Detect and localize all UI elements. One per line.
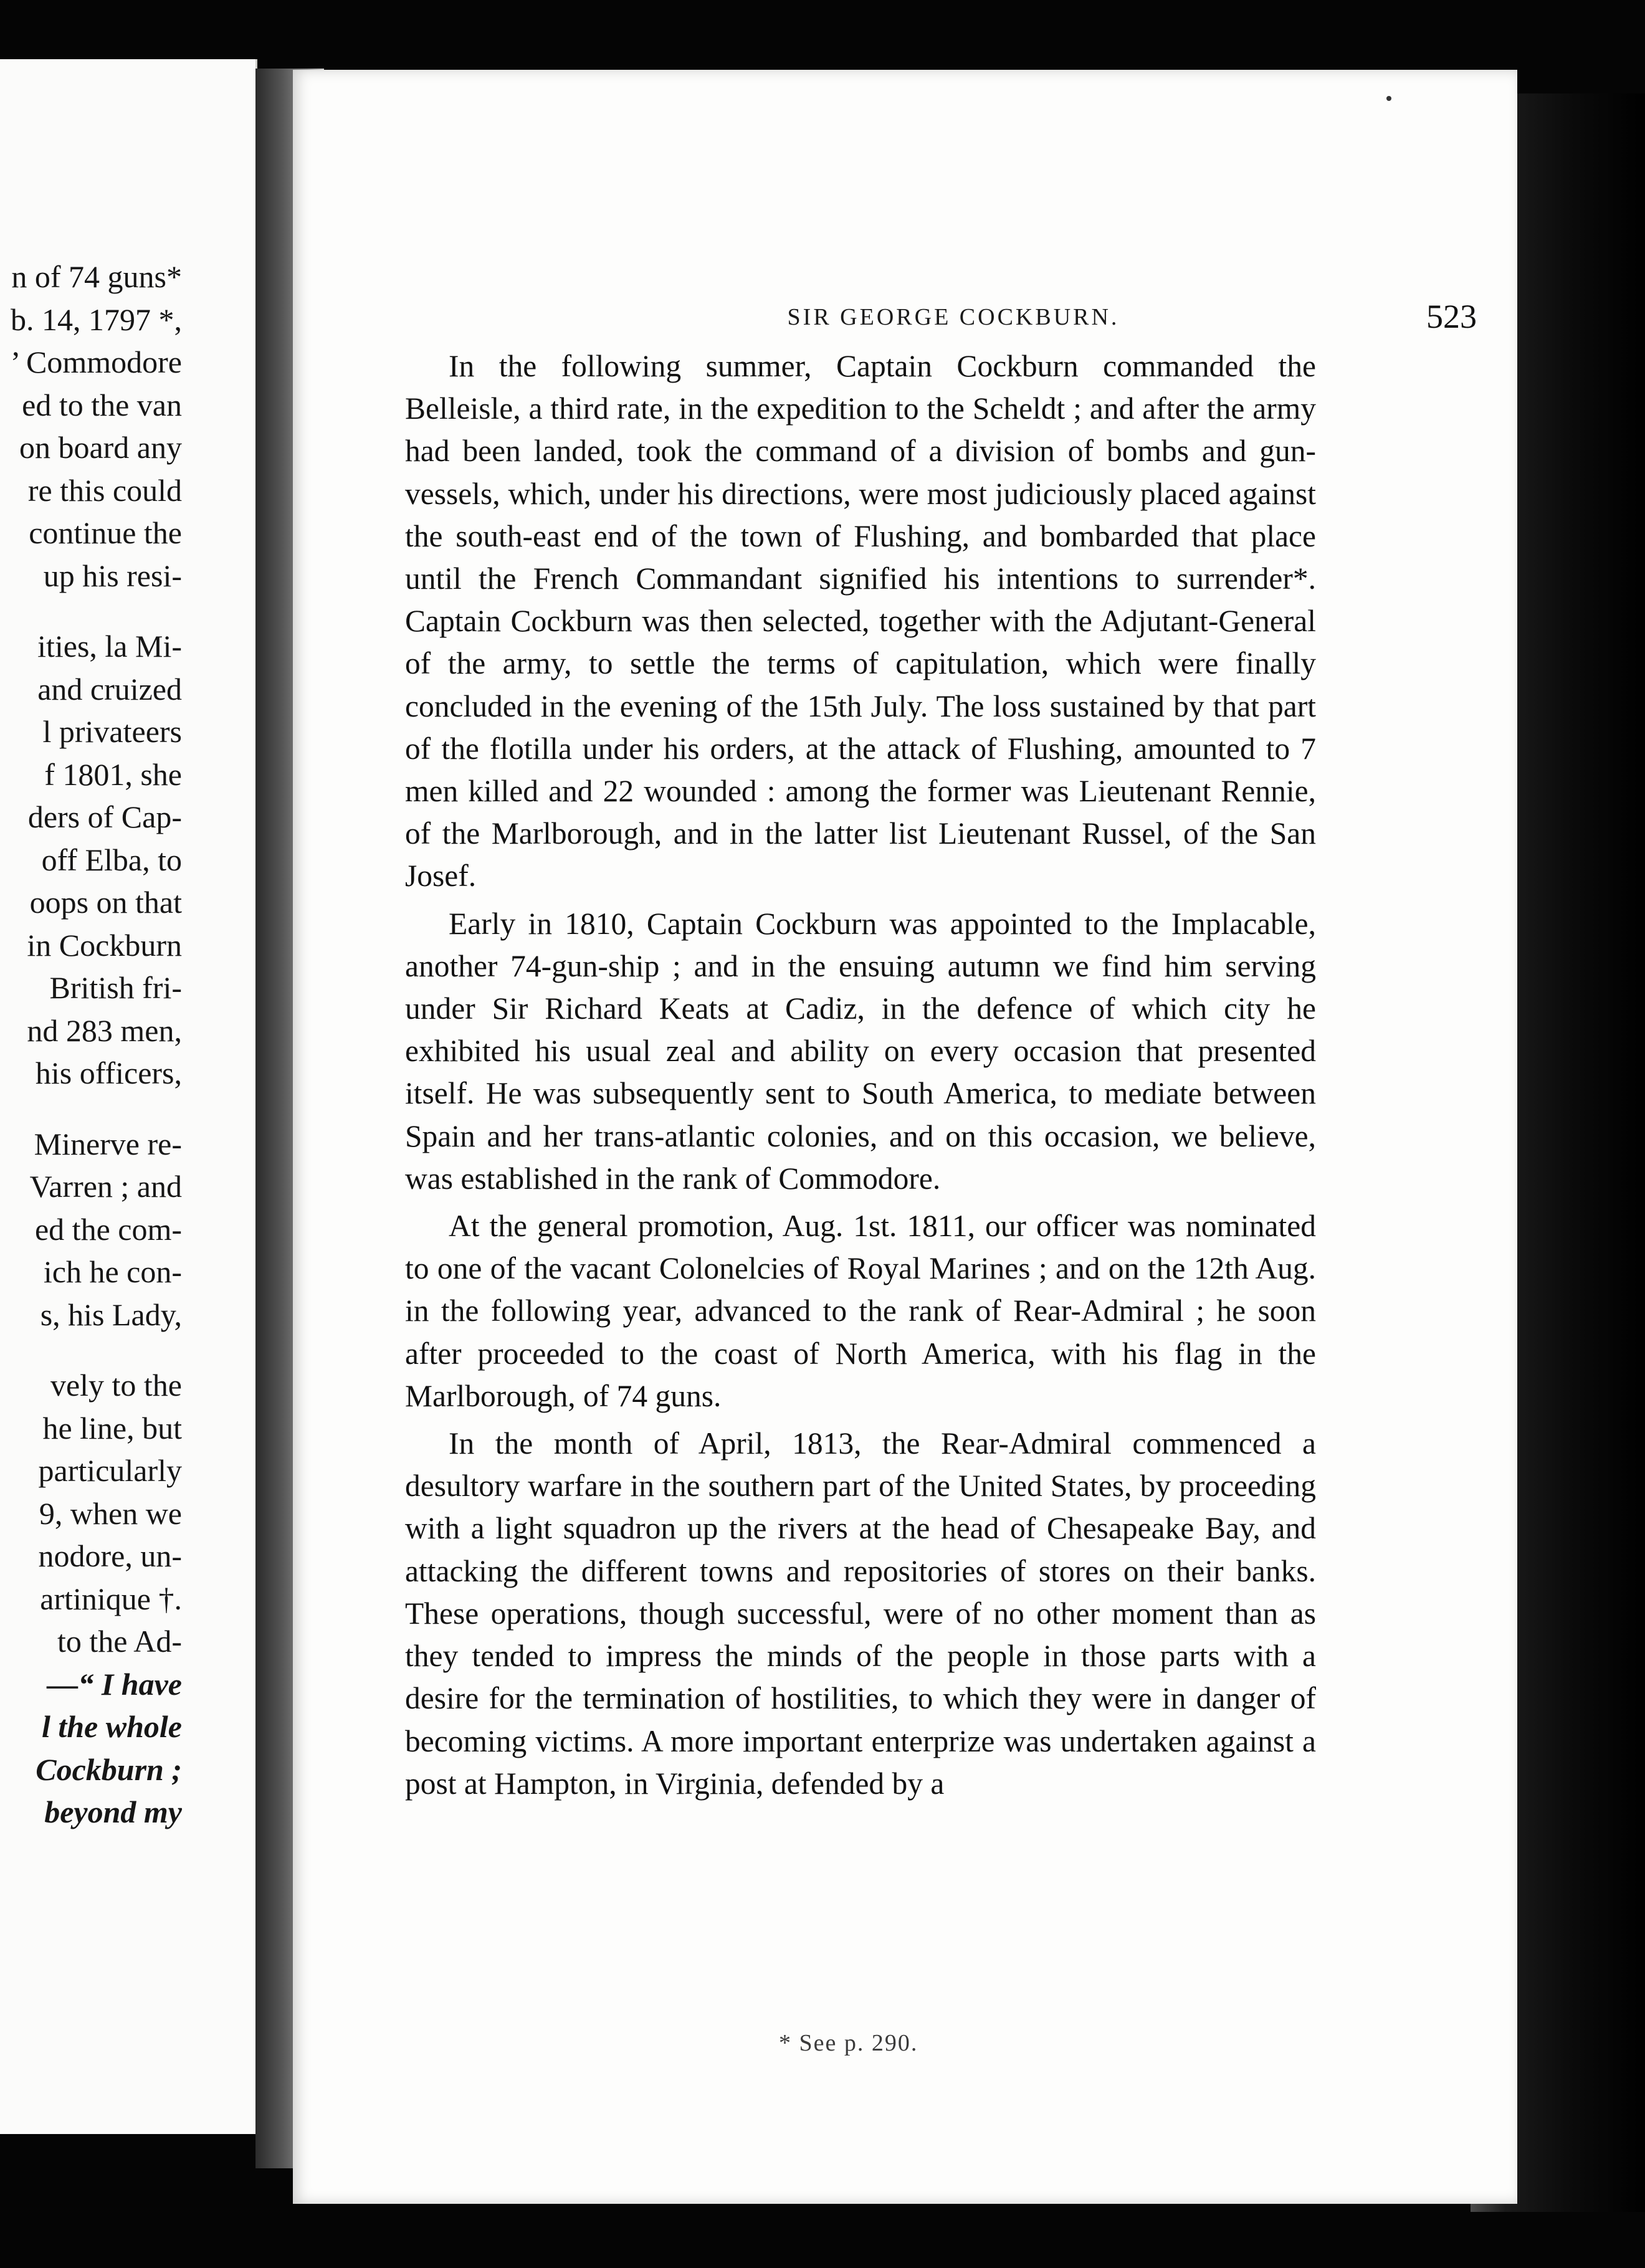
facing-page-line: nodore, un- [38,1538,182,1573]
facing-page-line: n of 74 guns* [11,259,182,294]
footnote: * See p. 290. [779,2030,918,2056]
paragraph: In the following summer, Captain Cockburn commanded the Belleisle, a third rate, in the expedition to the Scheldt ; and after the army had been landed, took the command of a division of bombs and gun-vessels, which, under his directions, were most judiciously placed against the south-east end of the town of Flushing, and bombarded that place until the French Commandant signified his intentions to surrender*. Captain Cockburn was then selected, together with the Adjutant-General of the army, to settle the terms of capitulation, which were finally concluded in the evening of the 15th July. The loss sustained by that part of the flotilla under his orders, at the attack of Flushing, amounted to 7 men killed and 22 wounded : among the former was Lieutenant Rennie, of the Marlborough, and in the latter list Lieutenant Russel, of the San Josef. [405,349,1316,893]
facing-page-line: ders of Cap- [27,799,182,834]
scan-speck [1386,96,1391,101]
page-number: 523 [1426,298,1477,335]
running-title: SIR GEORGE COCKBURN. [787,304,1120,330]
main-page [293,70,1517,2204]
running-head [405,297,1477,347]
facing-page-line: s, his Lady, [40,1297,182,1332]
facing-page-line: l privateers [42,714,182,749]
facing-page-line: beyond my [44,1794,182,1829]
facing-page-line: Cockburn ; [36,1751,182,1787]
facing-page-line: particularly [38,1453,182,1488]
facing-page-line: Varren ; and [29,1169,182,1204]
facing-page-line: British fri- [49,970,182,1005]
facing-page-line: on board any [19,430,182,465]
facing-page-line: f 1801, she [44,756,182,792]
facing-page-line: up his resi- [43,558,182,593]
facing-page-line: he line, but [42,1410,182,1446]
facing-page-line: his officers, [35,1055,182,1090]
facing-page-line: in Cockburn [27,927,182,963]
facing-page-line: off Elba, to [41,842,182,877]
facing-page-line: vely to the [50,1368,182,1403]
facing-page-line: ich he con- [43,1254,182,1289]
facing-page-line: ities, la Mi- [37,629,182,664]
facing-page-line: ’ Commodore [10,345,182,379]
facing-page-line: ed the com- [34,1211,182,1247]
facing-page-line: and cruized [37,671,182,707]
paragraph: At the general promotion, Aug. 1st. 1811, our officer was nominated to one of the vacant Colonelcies of Royal Marines ; and on the 12th Aug. in the following year, advanced to the rank of Rear-Admiral ; he soon after proceeded to the coast of North America, with his flag in the Marlborough, of 74 guns. [405,1209,1316,1413]
facing-page-line: continue the [29,515,182,550]
facing-page-line: nd 283 men, [27,1012,182,1048]
facing-page-line: artinique †. [40,1581,182,1616]
facing-page-left [0,59,257,2134]
facing-page-line: ed to the van [22,387,182,422]
facing-page-line: 9, when we [39,1495,182,1531]
facing-page-line: l the whole [41,1709,182,1744]
facing-page-line: to the Ad- [57,1624,182,1659]
facing-page-line: oops on that [29,885,182,920]
body-text [405,345,1316,1805]
facing-page-line: b. 14, 1797 *, [11,302,182,337]
facing-page-line: —“ I have [47,1666,182,1702]
facing-page-line: re this could [27,472,182,508]
facing-page-line: Minerve re- [34,1126,182,1161]
paragraph: Early in 1810, Captain Cockburn was appointed to the Implacable, another 74-gun-ship ; and in the ensuing autumn we find him serving under Sir Richard Keats at Cadiz, in the defence of which city he exhibited his usual zeal and ability on every occasion that presented itself. He was subsequently sent to South America, to mediate between Spain and her trans-atlantic colonies, and on this occasion, we believe, was established in the rank of Commodore. [405,906,1316,1196]
paragraph: In the month of April, 1813, the Rear-Admiral commenced a desultory warfare in the southern part of the United States, by proceeding with a light squadron up the rivers at the head of Chesapeake Bay, and attacking the different towns and repositories of stores on their banks. These operations, though successful, were of no other moment than as they tended to impress the minds of the people in those parts with a desire for the termination of hostilities, to which they were in danger of becoming victims. A more important enterprize was undertaken against a post at Hampton, in Virginia, defended by a [405,1426,1316,1801]
